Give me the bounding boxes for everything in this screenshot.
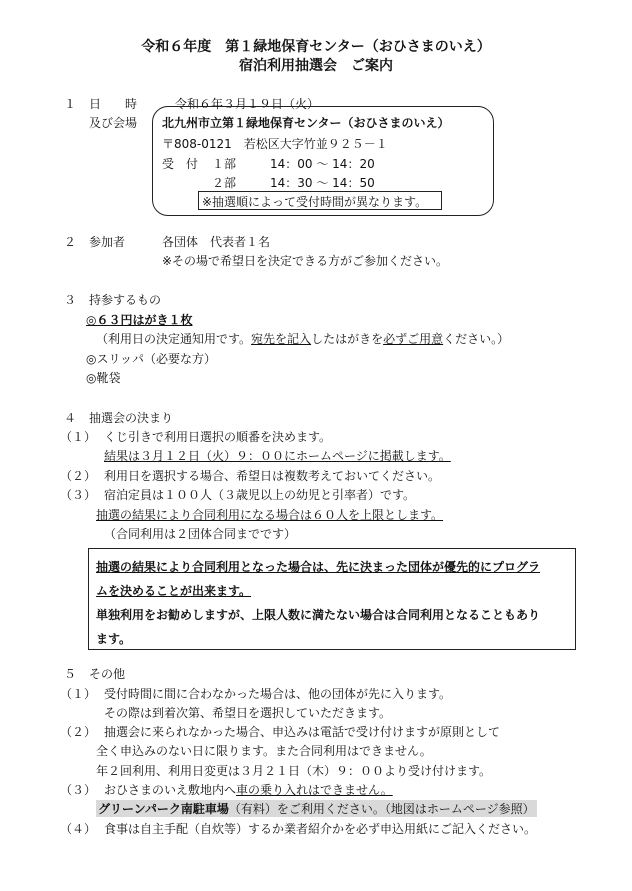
joint-use-line2: ムを決めることが出来ます。: [96, 584, 252, 598]
rule1-sub: 結果は３月１２日（火）９：００にホームページに掲載します。: [104, 449, 451, 463]
reception-label: 受 付: [162, 157, 199, 171]
section2-heading: 参加者: [89, 235, 126, 249]
participants-text: 各団体 代表者１名: [162, 235, 271, 249]
parking-notice: グリーンパーク南駐車場（有料）をご利用ください。（地図はホームページ参照）: [98, 802, 535, 816]
item-shoe-bag: ◎靴袋: [86, 371, 121, 385]
rule3-text: 宿泊定員は１００人（３歳児以上の幼児と引率者）です。: [104, 488, 416, 502]
section3-number: ３: [64, 293, 77, 307]
other3-text: おひさまのいえ敷地内へ車の乗り入れはできません。: [104, 783, 393, 797]
page-subtitle: 宿泊利用抽選会 ご案内: [239, 58, 393, 74]
reception-note: ※抽選順によって受付時間が異なります。: [202, 195, 428, 209]
item-postcard: ◎６３円はがき１枚: [86, 313, 193, 327]
rule1-text: くじ引きで利用日選択の順番を決めます。: [104, 430, 332, 444]
rule1-number: （１）: [60, 430, 97, 444]
rule3-sub1: 抽選の結果により合同利用になる場合は６０人を上限とします。: [96, 508, 444, 522]
rule2-text: 利用日を選択する場合、希望日は複数考えておいてください。: [104, 469, 441, 483]
event-date: 令和６年３月１９日（火）: [175, 97, 320, 111]
other1-number: （１）: [60, 687, 97, 701]
joint-use-line3: 単独利用をお勧めしますが、上限人数に満たない場合は合同利用となることもあり: [96, 608, 541, 622]
reception-time2: 14：30 ～ 14：50: [270, 176, 375, 190]
section3-heading: 持参するもの: [89, 293, 162, 307]
other3-number: （３）: [60, 783, 97, 797]
other2-number: （２）: [60, 725, 97, 739]
other1-sub: その際は到着次第、希望日を選択していただきます。: [104, 706, 392, 720]
other2-sub1: 全く申込みのない日に限ります。また合同利用はできません。: [96, 744, 432, 758]
reception-time1: 14：00 ～ 14：20: [270, 157, 375, 171]
section4-heading: 抽選会の決まり: [89, 411, 174, 425]
venue-name: 北九州市立第１緑地保育センター（おひさまのいえ）: [162, 116, 450, 130]
rule3-sub2: （合同利用は２団体合同までです）: [104, 527, 297, 541]
section1-number: １: [64, 97, 77, 111]
participants-note: ※その場で希望日を決定できる方がご参加ください。: [162, 254, 449, 268]
section5-heading: その他: [89, 667, 126, 681]
reception-part1: １部: [212, 157, 237, 171]
other4-text: 食事は自主手配（自炊等）するか業者紹介かを必ず申込用紙にご記入ください。: [104, 822, 537, 836]
other4-number: （４）: [60, 822, 97, 836]
venue-address: 〒808-0121 若松区大字竹並９２５－１: [162, 137, 388, 151]
page-title: 令和６年度 第１緑地保育センター（おひさまのいえ）: [141, 39, 491, 55]
section2-number: ２: [64, 235, 77, 249]
other2-text: 抽選会に来られなかった場合、申込みは電話で受け付けますが原則として: [104, 725, 501, 739]
venue-label: 及び会場: [89, 116, 138, 130]
joint-use-line1: 抽選の結果により合同利用となった場合は、先に決まった団体が優先的にプログラ: [96, 560, 541, 574]
rule2-number: （２）: [60, 469, 97, 483]
date-label: 日 時: [89, 97, 138, 111]
joint-use-line4: ます。: [96, 632, 132, 646]
section4-number: ４: [64, 411, 77, 425]
reception-part2: ２部: [212, 176, 237, 190]
rule3-number: （３）: [60, 488, 97, 502]
section5-number: ５: [64, 667, 77, 681]
item-postcard-note: （利用日の決定通知用です。宛先を記入したはがきを必ずご用意ください。）: [96, 332, 510, 346]
other1-text: 受付時間に間に合わなかった場合は、他の団体が先に入ります。: [104, 687, 452, 701]
item-slippers: ◎スリッパ（必要な方）: [86, 352, 216, 366]
other2-sub2: 年２回利用、利用日変更は３月２１日（木）９：００より受け付けます。: [96, 764, 492, 778]
